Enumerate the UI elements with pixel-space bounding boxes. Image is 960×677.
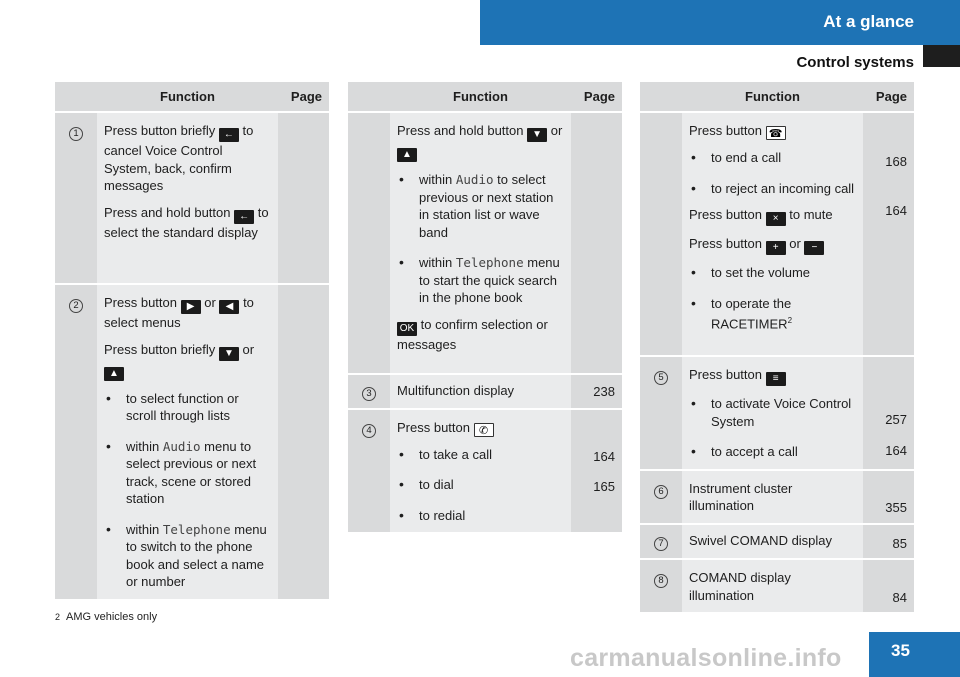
back-button-icon: ← [234, 210, 254, 224]
back-button-icon: ← [219, 128, 239, 142]
col-page: Page [571, 82, 622, 112]
list-item: • to accept a call [689, 443, 856, 461]
mute-icon: × [766, 212, 786, 226]
col-function: Function [97, 82, 278, 112]
function-table-2 [348, 82, 622, 532]
col-function: Function [682, 82, 863, 112]
up-arrow-icon: ▲ [397, 148, 417, 162]
voice-control-icon: ≡ [766, 372, 786, 386]
section-title: At a glance [823, 12, 914, 31]
item-number: 3 [362, 387, 376, 401]
list-item: • within Telephone menu to start the quick search in the phone book [397, 254, 564, 307]
table-row: 3 Multifunction display 238 [348, 374, 622, 409]
item-number: 7 [654, 537, 668, 551]
ok-button-icon: OK [397, 322, 417, 336]
plus-icon: + [766, 241, 786, 255]
minus-icon: − [804, 241, 824, 255]
item-number: 4 [362, 424, 376, 438]
col-num [348, 82, 390, 112]
table-row: 5 Press button ≡ • to activate Voice Control System • to accept a call 257 164 [640, 356, 914, 470]
table-row: 7 Swivel COMAND display 85 [640, 524, 914, 560]
col-num [55, 82, 97, 112]
col-num [640, 82, 682, 112]
table-row: 4 Press button ✆ • to take a call • to dial • to redial 164 165 [348, 409, 622, 533]
col-page: Page [863, 82, 914, 112]
item-number: 5 [654, 371, 668, 385]
table-header [348, 82, 622, 112]
col-page: Page [278, 82, 329, 112]
table-row: 8 COMAND display illumination 84 [640, 559, 914, 612]
function-table-3 [640, 82, 914, 612]
function-table-1 [55, 82, 329, 599]
watermark: carmanualsonline.info [570, 644, 842, 672]
item-number: 2 [69, 299, 83, 313]
right-arrow-icon: ▶ [181, 300, 201, 314]
down-arrow-icon: ▼ [527, 128, 547, 142]
table-header [640, 82, 914, 112]
table-row: Press button ☎ • to end a call • to reject an incoming call Press button × to mute Press button + or − • to set the volume • to operate the RACETIMER$^2$ 168 164 [640, 112, 914, 356]
phone-hangup-icon: ☎ [766, 126, 786, 140]
page-number: 35 [869, 632, 960, 677]
up-arrow-icon: ▲ [104, 367, 124, 381]
item-number: 6 [654, 485, 668, 499]
table-row: 1 Press button briefly ← to cancel Voice Control System, back, confirm messages Press and hold button ← to select the standard display [55, 112, 329, 284]
table-row: 2 Press button ▶ or ◀ to select menus Press button briefly ▼ or ▲ • to select function or scroll through lists • within Audio menu to select previous or next track, scene or stored station • within Telephone menu to switch to the phone book and select a name or number [55, 284, 329, 599]
corner-block [923, 45, 960, 67]
table-row: 6 Instrument cluster illumination 355 [640, 470, 914, 524]
list-item: • to activate Voice Control System [689, 395, 856, 430]
left-arrow-icon: ◀ [219, 300, 239, 314]
list-item: • to operate the RACETIMER$^2$ [689, 295, 856, 333]
list-item: • within Audio menu to select previous or next track, scene or stored station [104, 438, 271, 508]
item-number: 8 [654, 574, 668, 588]
item-number: 1 [69, 127, 83, 141]
subsection-title: Control systems [796, 54, 914, 71]
table-header [55, 82, 329, 112]
list-item: • to redial [397, 507, 564, 525]
list-item: • within Audio to select previous or next station in station list or wave band [397, 171, 564, 241]
list-item: • within Telephone menu to switch to the phone book and select a name or number [104, 521, 271, 591]
col-function: Function [390, 82, 571, 112]
list-item: • to end a call [689, 149, 856, 167]
list-item: • to select function or scroll through lists [104, 390, 271, 425]
phone-pickup-icon: ✆ [474, 423, 494, 437]
list-item: • to reject an incoming call [689, 180, 856, 198]
down-arrow-icon: ▼ [219, 347, 239, 361]
footnote-ref: 2 [787, 316, 793, 325]
list-item: • to dial [397, 476, 564, 494]
list-item: • to take a call [397, 446, 564, 464]
list-item: • to set the volume [689, 264, 856, 282]
footnote: 2 AMG vehicles only [55, 611, 158, 623]
header-bar [480, 0, 960, 45]
table-row: Press and hold button ▼ or ▲ • within Audio to select previous or next station in station list or wave band • within Telephone menu to start the quick search in the phone book OK to confirm selection or messages [348, 112, 622, 374]
